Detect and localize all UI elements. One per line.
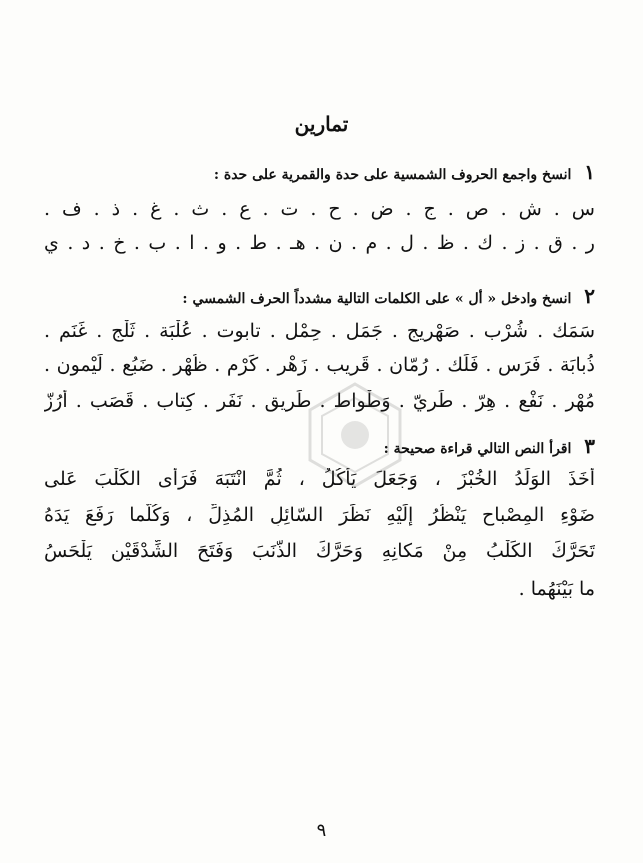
exercise-3-instruction: اقرأ النص التالي قراءة صحيحة : [383, 441, 572, 457]
exercise-1-number: ١ [584, 160, 595, 184]
library-stamp-watermark [300, 380, 410, 490]
page-title: تمارين [294, 112, 349, 136]
exercise-2-number: ٢ [584, 284, 595, 308]
exercise-3-line-2: ضَوْءِ المِصْباحِ يَنْظُرُ إِلَيْهِ نَظَرَ السّائِلِ المُذِلِّ ، وَكُلَّما رَفَعَ يَدَهُ [44, 504, 595, 526]
exercise-1-line-1: س . ش . ص . ج . ض . ح . ت . ع . ث . غ . ذ . ف . [44, 198, 595, 220]
exercise-2-heading [40, 284, 595, 308]
exercise-2-line-2: ذُبابَة . فَرَس . فَلَك . رُمّان . قَريب . زَهْر . كَرْم . ظُهْر . ضَبُع . لَيْمون . [44, 354, 595, 376]
exercise-3-line-4: ما بَيْنَهُما . [518, 578, 595, 600]
exercise-2-line-3: مُهْر . نَفْع . هِرّ . طَرِيّ . وَطْواط . طَريق . نَفَر . كِتاب . قَصَب . أَرُزّ [44, 390, 595, 412]
exercise-3-line-1: أَخَذَ الوَلَدُ الخُبْزَ ، وَجَعَلَ يَأْكُلُ ، ثُمَّ انْتَبَهَ فَرَأى الكَلْبَ عَلى [44, 468, 595, 490]
exercise-1-instruction: انسخ واجمع الحروف الشمسية على حدة والقمرية على حدة : [213, 167, 572, 183]
exercise-1-heading [40, 160, 595, 184]
page-number: ٩ [316, 820, 327, 841]
exercise-2-instruction: انسخ وادخل « أل » على الكلمات التالية مشدداً الحرف الشمسي : [182, 291, 572, 307]
exercise-1-line-2: ر . ق . ز . ك . ظ . ل . م . ن . هـ . ط . و . ا . ب . خ . د . ي [44, 232, 595, 254]
exercise-2-line-1: سَمَك . شُرْب . صَهْريج . جَمَل . حِمْل . تابوت . عُلْبَة . ثَلْج . غَنَم . [44, 320, 595, 342]
exercise-3-line-3: تَحَرَّكَ الكَلْبُ مِنْ مَكانِهِ وَحَرَّكَ الذَّنَبَ وَفَتَحَ الشِّدْقَيْنِ يَلْحَسُ [44, 540, 595, 562]
exercise-3-number: ٣ [584, 434, 595, 458]
